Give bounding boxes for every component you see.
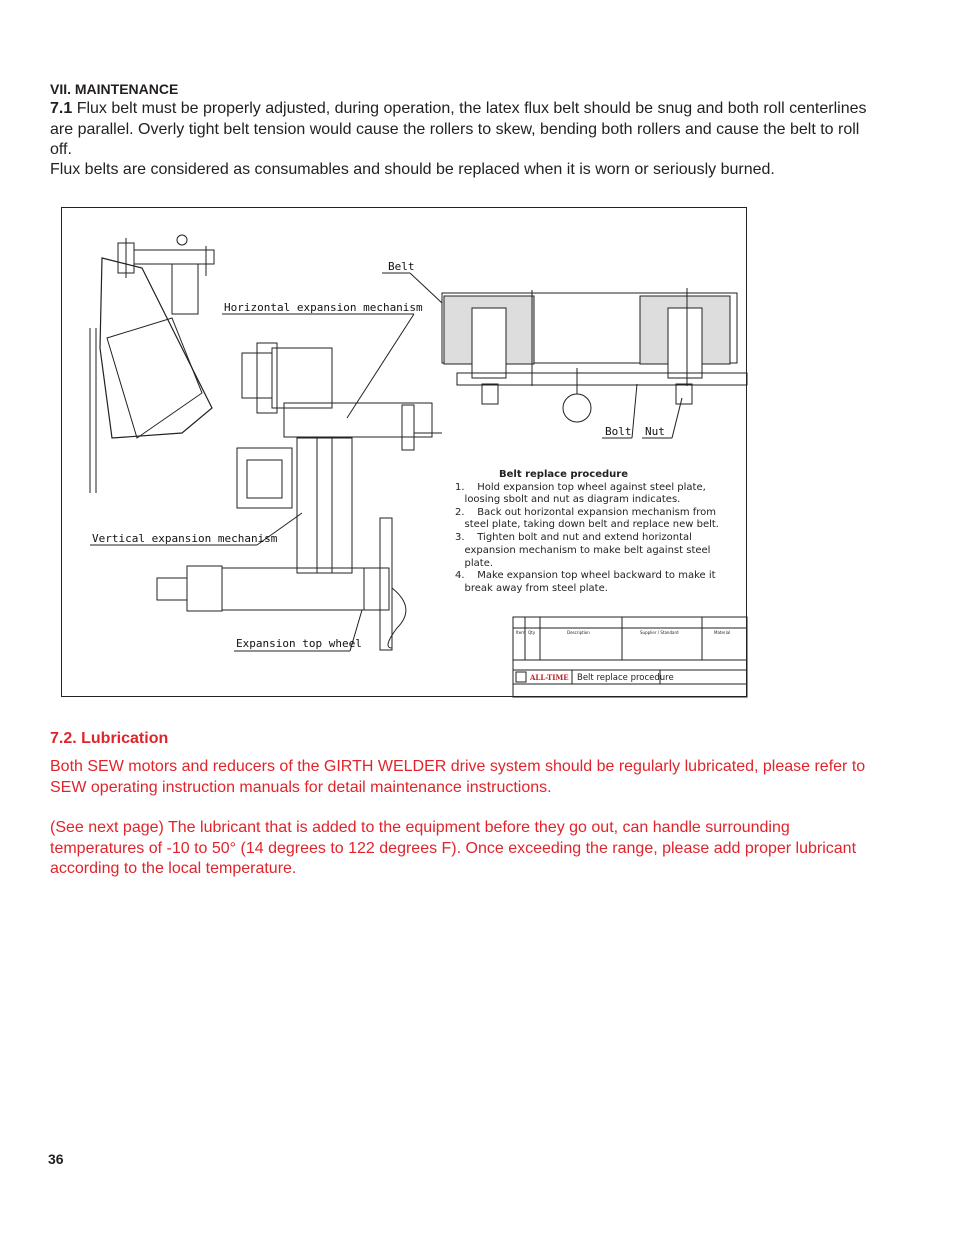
title-block (513, 617, 747, 697)
top-plate (134, 250, 214, 264)
procedure-line: loosing sbolt and nut as diagram indicates. (455, 494, 681, 505)
horizontal-mechanism-label: Horizontal expansion mechanism (224, 301, 423, 314)
bolt-ring (563, 394, 591, 422)
bolt-label: Bolt (605, 425, 632, 438)
procedure-line: expansion mechanism to make belt against steel (455, 545, 711, 556)
technical-drawing (62, 208, 748, 698)
vertical-column (297, 438, 352, 573)
tb-qty-header: Qty (528, 630, 536, 635)
procedure-line: 1. Hold expansion top wheel against steel plate, (455, 482, 706, 493)
procedure-title: Belt replace procedure (499, 469, 628, 480)
paragraph-flux-belt: Flux belts are considered as consumables and should be replaced when it is worn or seriously burned. (50, 161, 775, 178)
procedure-line: 4. Make expansion top wheel backward to make it (455, 570, 716, 581)
drawing-title: Belt replace procedure (577, 673, 674, 683)
tb-material-header: Material (714, 630, 731, 635)
section-title: VII. MAINTENANCE (50, 81, 179, 97)
belt-replace-drawing (61, 207, 747, 697)
expansion-top-wheel-label: Expansion top wheel (236, 637, 362, 650)
company-logo: ALL-TIME (530, 673, 569, 682)
tb-item-header: Item (516, 630, 526, 635)
paragraph-7-1 (50, 99, 870, 161)
page-number: 36 (48, 1151, 64, 1167)
procedure-line: 3. Tighten bolt and nut and extend horizontal (455, 532, 692, 543)
paragraph-lubricant-temperature: (See next page) The lubricant that is added to the equipment before they go out, can handle surrounding temperatures of -10 to 50° (14 degrees to 122 degrees F). Once exceeding the range, please add proper lubricant according to the local temperature. (50, 819, 857, 877)
paragraph-lubrication: Both SEW motors and reducers of the GIRTH WELDER drive system should be regularly lubricated, please refer to SEW operating instruction manuals for detail maintenance instructions. (50, 758, 866, 796)
lubrication-title: 7.2. Lubrication (50, 730, 169, 747)
nut-label: Nut (645, 425, 665, 438)
belt-label: Belt (388, 260, 415, 273)
vertical-mechanism-label: Vertical expansion mechanism (92, 532, 278, 545)
tb-supplier-header: Supplier / Standard (640, 630, 679, 635)
procedure-line: steel plate, taking down belt and replace new belt. (455, 519, 719, 530)
paragraph-text: Flux belt must be properly adjusted, during operation, the latex flux belt should be snug and both roll centerlines are parallel. Overly tight belt tension would cause the rollers to skew, bending both rollers and cause the belt to roll off. (50, 100, 867, 158)
paragraph-number: 7.1 (50, 100, 73, 117)
tb-description-header: Description (567, 630, 590, 635)
procedure-line: plate. (455, 558, 494, 569)
procedure-line: break away from steel plate. (455, 583, 608, 594)
expansion-top-wheel-body (222, 568, 364, 610)
procedure-line: 2. Back out horizontal expansion mechanism from (455, 507, 717, 518)
